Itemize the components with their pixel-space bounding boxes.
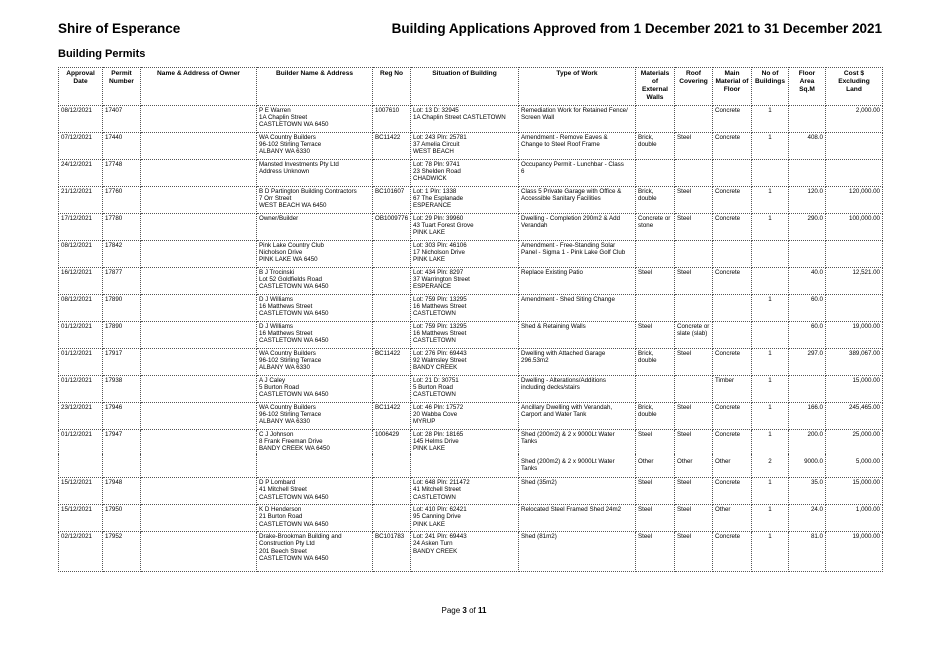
cell-cost: 15,000.00 bbox=[826, 478, 883, 505]
cell-buildings: 1 bbox=[752, 403, 789, 430]
cell-reg-no bbox=[373, 376, 411, 403]
cell-builder: D J Williams 16 Matthews Street CASTLETOWN WA 6450 bbox=[257, 322, 373, 349]
cell-permit-number bbox=[103, 454, 141, 478]
cell-buildings: 1 bbox=[752, 532, 789, 572]
col-situation: Situation of Building bbox=[411, 68, 519, 106]
cell-area: 60.0 bbox=[789, 322, 826, 349]
cell-cost: 15,000.00 bbox=[826, 376, 883, 403]
cell-cost: 5,000.00 bbox=[826, 454, 883, 478]
cell-buildings: 1 bbox=[752, 133, 789, 160]
cell-floor: Concrete bbox=[713, 268, 752, 295]
cell-approval-date: 01/12/2021 bbox=[59, 376, 103, 403]
cell-builder: WA Country Builders 96-102 Stirling Terrace ALBANY WA 6330 bbox=[257, 349, 373, 376]
col-area: Floor Area Sq.M bbox=[789, 68, 826, 106]
cell-permit-number: 17947 bbox=[103, 430, 141, 454]
cell-type-of-work: Dwelling with Attached Garage 296.53m2 bbox=[519, 349, 636, 376]
cell-area: 290.0 bbox=[789, 214, 826, 241]
table-row bbox=[59, 322, 883, 349]
table-row bbox=[59, 241, 883, 268]
cell-approval-date: 16/12/2021 bbox=[59, 268, 103, 295]
cell-permit-number: 17760 bbox=[103, 187, 141, 214]
cell-floor: Other bbox=[713, 505, 752, 532]
table-row bbox=[59, 454, 883, 478]
cell-approval-date: 23/12/2021 bbox=[59, 403, 103, 430]
page-label: Page bbox=[441, 606, 461, 615]
page-total: 11 bbox=[478, 606, 487, 615]
cell-type-of-work: Shed (200m2) & 2 x 9000Lt Water Tanks bbox=[519, 454, 636, 478]
cell-owner bbox=[141, 214, 257, 241]
cell-materials-walls bbox=[636, 241, 675, 268]
table-row bbox=[59, 133, 883, 160]
cell-builder: WA Country Builders 96-102 Stirling Terrace ALBANY WA 6330 bbox=[257, 133, 373, 160]
cell-approval-date: 24/12/2021 bbox=[59, 160, 103, 187]
cell-buildings: 1 bbox=[752, 349, 789, 376]
cell-permit-number: 17948 bbox=[103, 478, 141, 505]
cell-roof bbox=[675, 160, 713, 187]
cell-approval-date: 15/12/2021 bbox=[59, 505, 103, 532]
table-row bbox=[59, 106, 883, 133]
cell-cost: 12,521.00 bbox=[826, 268, 883, 295]
cell-permit-number: 17440 bbox=[103, 133, 141, 160]
cell-owner bbox=[141, 106, 257, 133]
cell-materials-walls bbox=[636, 376, 675, 403]
cell-area: 120.0 bbox=[789, 187, 826, 214]
table-row bbox=[59, 403, 883, 430]
cell-floor: Concrete bbox=[713, 532, 752, 572]
table-row bbox=[59, 187, 883, 214]
table-row bbox=[59, 478, 883, 505]
cell-floor: Concrete bbox=[713, 106, 752, 133]
cell-owner bbox=[141, 349, 257, 376]
col-buildings: No of Buildings bbox=[752, 68, 789, 106]
cell-cost: 100,000.00 bbox=[826, 214, 883, 241]
cell-cost bbox=[826, 241, 883, 268]
table-row bbox=[59, 505, 883, 532]
cell-permit-number: 17842 bbox=[103, 241, 141, 268]
cell-area: 9000.0 bbox=[789, 454, 826, 478]
col-approval-date: Approval Date bbox=[59, 68, 103, 106]
cell-buildings: 1 bbox=[752, 376, 789, 403]
cell-cost bbox=[826, 133, 883, 160]
cell-roof: Steel bbox=[675, 268, 713, 295]
cell-builder: WA Country Builders 96-102 Stirling Terrace ALBANY WA 6330 bbox=[257, 403, 373, 430]
page-of: of bbox=[469, 606, 476, 615]
cell-roof: Steel bbox=[675, 478, 713, 505]
cell-situation: Lot: 28 Pln: 18165 145 Helms Drive PINK LAKE bbox=[411, 430, 519, 454]
cell-situation bbox=[411, 454, 519, 478]
cell-cost: 245,465.00 bbox=[826, 403, 883, 430]
cell-owner bbox=[141, 403, 257, 430]
col-materials-walls: Materials of External Walls bbox=[636, 68, 675, 106]
cell-type-of-work: Amendment - Free-Standing Solar Panel - Sigma 1 - Pink Lake Golf Club bbox=[519, 241, 636, 268]
cell-buildings: 1 bbox=[752, 106, 789, 133]
cell-buildings: 1 bbox=[752, 478, 789, 505]
cell-approval-date: 08/12/2021 bbox=[59, 106, 103, 133]
cell-floor bbox=[713, 295, 752, 322]
cell-floor: Other bbox=[713, 454, 752, 478]
cell-approval-date: 01/12/2021 bbox=[59, 349, 103, 376]
col-roof: Roof Covering bbox=[675, 68, 713, 106]
cell-roof: Steel bbox=[675, 214, 713, 241]
cell-floor: Concrete bbox=[713, 478, 752, 505]
col-builder: Builder Name & Address bbox=[257, 68, 373, 106]
cell-roof: Steel bbox=[675, 349, 713, 376]
cell-reg-no bbox=[373, 505, 411, 532]
cell-roof: Steel bbox=[675, 532, 713, 572]
cell-cost bbox=[826, 160, 883, 187]
cell-cost: 389,067.00 bbox=[826, 349, 883, 376]
cell-permit-number: 17877 bbox=[103, 268, 141, 295]
cell-approval-date: 21/12/2021 bbox=[59, 187, 103, 214]
cell-area: 81.0 bbox=[789, 532, 826, 572]
cell-area: 408.0 bbox=[789, 133, 826, 160]
cell-permit-number: 17407 bbox=[103, 106, 141, 133]
cell-materials-walls bbox=[636, 106, 675, 133]
cell-buildings: 2 bbox=[752, 454, 789, 478]
cell-materials-walls: Steel bbox=[636, 505, 675, 532]
cell-cost bbox=[826, 295, 883, 322]
cell-roof bbox=[675, 106, 713, 133]
cell-situation: Lot: 759 Pln: 13295 16 Matthews Street CASTLETOWN bbox=[411, 295, 519, 322]
cell-owner bbox=[141, 160, 257, 187]
cell-situation: Lot: 648 Pln: 211472 41 Mitchell Street CASTLETOWN bbox=[411, 478, 519, 505]
cell-floor bbox=[713, 160, 752, 187]
table-row bbox=[59, 214, 883, 241]
cell-cost: 19,000.00 bbox=[826, 532, 883, 572]
cell-type-of-work: Shed & Retaining Walls bbox=[519, 322, 636, 349]
col-permit-number: Permit Number bbox=[103, 68, 141, 106]
table-row bbox=[59, 268, 883, 295]
cell-area bbox=[789, 376, 826, 403]
cell-floor: Concrete bbox=[713, 187, 752, 214]
cell-builder: C J Johnson 8 Frank Freeman Drive BANDY CREEK WA 6450 bbox=[257, 430, 373, 454]
cell-permit-number: 17748 bbox=[103, 160, 141, 187]
cell-cost: 1,000.00 bbox=[826, 505, 883, 532]
table-row bbox=[59, 532, 883, 572]
cell-owner bbox=[141, 454, 257, 478]
cell-area: 40.0 bbox=[789, 268, 826, 295]
cell-situation: Lot: 303 Pln: 46106 17 Nicholson Drive PINK LAKE bbox=[411, 241, 519, 268]
cell-situation: Lot: 1 Pln: 1338 67 The Esplanade ESPERANCE bbox=[411, 187, 519, 214]
cell-materials-walls: Steel bbox=[636, 268, 675, 295]
cell-builder: A J Caley 5 Burton Road CASTLETOWN WA 6450 bbox=[257, 376, 373, 403]
cell-reg-no: 1007610 bbox=[373, 106, 411, 133]
cell-permit-number: 17917 bbox=[103, 349, 141, 376]
cell-reg-no bbox=[373, 268, 411, 295]
cell-area: 166.0 bbox=[789, 403, 826, 430]
cell-owner bbox=[141, 532, 257, 572]
cell-cost: 25,000.00 bbox=[826, 430, 883, 454]
cell-reg-no bbox=[373, 295, 411, 322]
cell-reg-no bbox=[373, 454, 411, 478]
cell-builder: D J Williams 16 Matthews Street CASTLETOWN WA 6450 bbox=[257, 295, 373, 322]
cell-type-of-work: Amendment - Remove Eaves & Change to Steel Roof Frame bbox=[519, 133, 636, 160]
cell-owner bbox=[141, 268, 257, 295]
cell-builder: B D Partington Building Contractors 7 Orr Street WEST BEACH WA 6450 bbox=[257, 187, 373, 214]
cell-buildings bbox=[752, 160, 789, 187]
cell-floor bbox=[713, 322, 752, 349]
cell-materials-walls: Brick, double bbox=[636, 349, 675, 376]
cell-area: 24.0 bbox=[789, 505, 826, 532]
cell-situation: Lot: 410 Pln: 62421 95 Canning Drive PINK LAKE bbox=[411, 505, 519, 532]
cell-owner bbox=[141, 322, 257, 349]
permits-table bbox=[58, 67, 883, 572]
cell-floor: Concrete bbox=[713, 133, 752, 160]
table-row bbox=[59, 295, 883, 322]
cell-floor: Concrete bbox=[713, 430, 752, 454]
cell-situation: Lot: 276 Pln: 69443 92 Walmsley Street BANDY CREEK bbox=[411, 349, 519, 376]
cell-materials-walls: Brick, double bbox=[636, 133, 675, 160]
cell-buildings bbox=[752, 322, 789, 349]
cell-roof bbox=[675, 376, 713, 403]
cell-area: 297.0 bbox=[789, 349, 826, 376]
cell-approval-date: 15/12/2021 bbox=[59, 478, 103, 505]
col-floor: Main Material of Floor bbox=[713, 68, 752, 106]
cell-builder: D P Lombard 41 Mitchell Street CASTLETOWN WA 6450 bbox=[257, 478, 373, 505]
cell-roof: Steel bbox=[675, 430, 713, 454]
cell-situation: Lot: 241 Pln: 69443 24 Asken Turn BANDY CREEK bbox=[411, 532, 519, 572]
report-title: Building Applications Approved from 1 December 2021 to 31 December 2021 bbox=[391, 21, 882, 36]
cell-floor: Concrete bbox=[713, 214, 752, 241]
cell-builder bbox=[257, 454, 373, 478]
cell-owner bbox=[141, 241, 257, 268]
cell-owner bbox=[141, 187, 257, 214]
cell-type-of-work: Dwelling - Alterations/Additions including decks/stairs bbox=[519, 376, 636, 403]
cell-materials-walls: Steel bbox=[636, 478, 675, 505]
cell-type-of-work: Occupancy Permit - Lunchbar - Class 6 bbox=[519, 160, 636, 187]
cell-area: 60.0 bbox=[789, 295, 826, 322]
cell-area bbox=[789, 241, 826, 268]
cell-type-of-work: Remediation Work for Retained Fence/ Screen Wall bbox=[519, 106, 636, 133]
cell-owner bbox=[141, 295, 257, 322]
cell-roof bbox=[675, 241, 713, 268]
org-name: Shire of Esperance bbox=[58, 21, 181, 36]
col-reg-no: Reg No bbox=[373, 68, 411, 106]
cell-builder: K D Henderson 21 Burton Road CASTLETOWN WA 6450 bbox=[257, 505, 373, 532]
table-row bbox=[59, 160, 883, 187]
cell-permit-number: 17890 bbox=[103, 322, 141, 349]
cell-cost: 19,000.00 bbox=[826, 322, 883, 349]
cell-roof: Steel bbox=[675, 403, 713, 430]
cell-builder: Owner/Builder bbox=[257, 214, 373, 241]
cell-buildings: 1 bbox=[752, 430, 789, 454]
cell-owner bbox=[141, 478, 257, 505]
col-owner: Name & Address of Owner bbox=[141, 68, 257, 106]
cell-approval-date: 08/12/2021 bbox=[59, 241, 103, 268]
cell-situation: Lot: 46 Pln: 17572 20 Wabba Cove MYRUP bbox=[411, 403, 519, 430]
table-header-row bbox=[59, 68, 883, 106]
cell-materials-walls bbox=[636, 295, 675, 322]
cell-roof: Other bbox=[675, 454, 713, 478]
cell-roof: Steel bbox=[675, 133, 713, 160]
cell-roof: Steel bbox=[675, 505, 713, 532]
cell-builder: Pink Lake Country Club Nicholson Drive PINK LAKE WA 6450 bbox=[257, 241, 373, 268]
cell-reg-no: BC101607 bbox=[373, 187, 411, 214]
cell-builder: P E Warren 1A Chaplin Street CASTLETOWN WA 6450 bbox=[257, 106, 373, 133]
table-row bbox=[59, 349, 883, 376]
cell-reg-no: 1006429 bbox=[373, 430, 411, 454]
cell-materials-walls: Steel bbox=[636, 322, 675, 349]
col-cost: Cost $ Excluding Land bbox=[826, 68, 883, 106]
cell-floor: Concrete bbox=[713, 403, 752, 430]
cell-owner bbox=[141, 133, 257, 160]
cell-situation: Lot: 243 Pln: 25781 37 Amelia Circuit WEST BEACH bbox=[411, 133, 519, 160]
cell-reg-no: BC101783 bbox=[373, 532, 411, 572]
cell-type-of-work: Ancillary Dwelling with Verandah, Carport and Water Tank bbox=[519, 403, 636, 430]
cell-reg-no bbox=[373, 322, 411, 349]
cell-buildings: 1 bbox=[752, 295, 789, 322]
cell-floor bbox=[713, 241, 752, 268]
cell-reg-no: BC11422 bbox=[373, 133, 411, 160]
cell-type-of-work: Amendment - Shed Siting Change bbox=[519, 295, 636, 322]
cell-owner bbox=[141, 430, 257, 454]
cell-permit-number: 17952 bbox=[103, 532, 141, 572]
cell-reg-no bbox=[373, 241, 411, 268]
cell-owner bbox=[141, 376, 257, 403]
cell-materials-walls: Brick, double bbox=[636, 403, 675, 430]
cell-situation: Lot: 759 Pln: 13295 16 Matthews Street CASTLETOWN bbox=[411, 322, 519, 349]
cell-buildings bbox=[752, 241, 789, 268]
cell-builder: Mansted Investments Pty Ltd Address Unknown bbox=[257, 160, 373, 187]
cell-situation: Lot: 434 Pln: 8297 37 Warrington Street ESPERANCE bbox=[411, 268, 519, 295]
cell-materials-walls: Steel bbox=[636, 532, 675, 572]
cell-floor: Timber bbox=[713, 376, 752, 403]
cell-type-of-work: Replace Existing Patio bbox=[519, 268, 636, 295]
col-type-of-work: Type of Work bbox=[519, 68, 636, 106]
cell-situation: Lot: 29 Pln: 39960 43 Tuart Forest Grove PINK LAKE bbox=[411, 214, 519, 241]
cell-area bbox=[789, 160, 826, 187]
cell-materials-walls: Brick, double bbox=[636, 187, 675, 214]
cell-buildings: 1 bbox=[752, 505, 789, 532]
cell-roof bbox=[675, 295, 713, 322]
cell-buildings: 1 bbox=[752, 187, 789, 214]
section-title: Building Permits bbox=[58, 48, 146, 60]
cell-materials-walls: Other bbox=[636, 454, 675, 478]
cell-area bbox=[789, 106, 826, 133]
cell-materials-walls: Steel bbox=[636, 430, 675, 454]
cell-builder: B J Trocinski Lot 52 Goldfields Road CASTLETOWN WA 6450 bbox=[257, 268, 373, 295]
cell-situation: Lot: 21 D: 30751 5 Burton Road CASTLETOWN bbox=[411, 376, 519, 403]
cell-type-of-work: Shed (200m2) & 2 x 9000Lt Water Tanks bbox=[519, 430, 636, 454]
cell-permit-number: 17780 bbox=[103, 214, 141, 241]
cell-approval-date: 07/12/2021 bbox=[59, 133, 103, 160]
table-row bbox=[59, 376, 883, 403]
cell-permit-number: 17938 bbox=[103, 376, 141, 403]
cell-reg-no: BC11422 bbox=[373, 403, 411, 430]
cell-materials-walls bbox=[636, 160, 675, 187]
cell-type-of-work: Relocated Steel Framed Shed 24m2 bbox=[519, 505, 636, 532]
cell-type-of-work: Shed (81m2) bbox=[519, 532, 636, 572]
cell-materials-walls: Concrete or stone bbox=[636, 214, 675, 241]
cell-reg-no bbox=[373, 160, 411, 187]
cell-permit-number: 17890 bbox=[103, 295, 141, 322]
cell-approval-date: 17/12/2021 bbox=[59, 214, 103, 241]
cell-situation: Lot: 78 Pln: 9741 23 Shelden Road CHADWICK bbox=[411, 160, 519, 187]
cell-approval-date bbox=[59, 454, 103, 478]
cell-area: 200.0 bbox=[789, 430, 826, 454]
cell-builder: Drake-Brookman Building and Construction Pty Ltd 201 Beech Street CASTLETOWN WA 6450 bbox=[257, 532, 373, 572]
cell-type-of-work: Class 5 Private Garage with Office & Accessible Sanitary Facilities bbox=[519, 187, 636, 214]
cell-buildings: 1 bbox=[752, 214, 789, 241]
cell-reg-no bbox=[373, 478, 411, 505]
cell-type-of-work: Shed (35m2) bbox=[519, 478, 636, 505]
cell-floor: Concrete bbox=[713, 349, 752, 376]
cell-buildings bbox=[752, 268, 789, 295]
cell-type-of-work: Dwelling - Completion 290m2 & Add Verandah bbox=[519, 214, 636, 241]
cell-roof: Concrete or slate (slab) bbox=[675, 322, 713, 349]
cell-situation: Lot: 13 D: 32945 1A Chaplin Street CASTLETOWN bbox=[411, 106, 519, 133]
cell-owner bbox=[141, 505, 257, 532]
cell-approval-date: 08/12/2021 bbox=[59, 295, 103, 322]
table-row bbox=[59, 430, 883, 454]
cell-cost: 120,000.00 bbox=[826, 187, 883, 214]
page-current: 3 bbox=[462, 606, 467, 615]
cell-permit-number: 17950 bbox=[103, 505, 141, 532]
cell-roof: Steel bbox=[675, 187, 713, 214]
cell-approval-date: 02/12/2021 bbox=[59, 532, 103, 572]
cell-reg-no: BC11422 bbox=[373, 349, 411, 376]
page-footer bbox=[0, 606, 928, 615]
cell-reg-no: OB1009776 bbox=[373, 214, 411, 241]
cell-area: 35.0 bbox=[789, 478, 826, 505]
cell-approval-date: 01/12/2021 bbox=[59, 430, 103, 454]
cell-permit-number: 17946 bbox=[103, 403, 141, 430]
cell-approval-date: 01/12/2021 bbox=[59, 322, 103, 349]
cell-cost: 2,000.00 bbox=[826, 106, 883, 133]
